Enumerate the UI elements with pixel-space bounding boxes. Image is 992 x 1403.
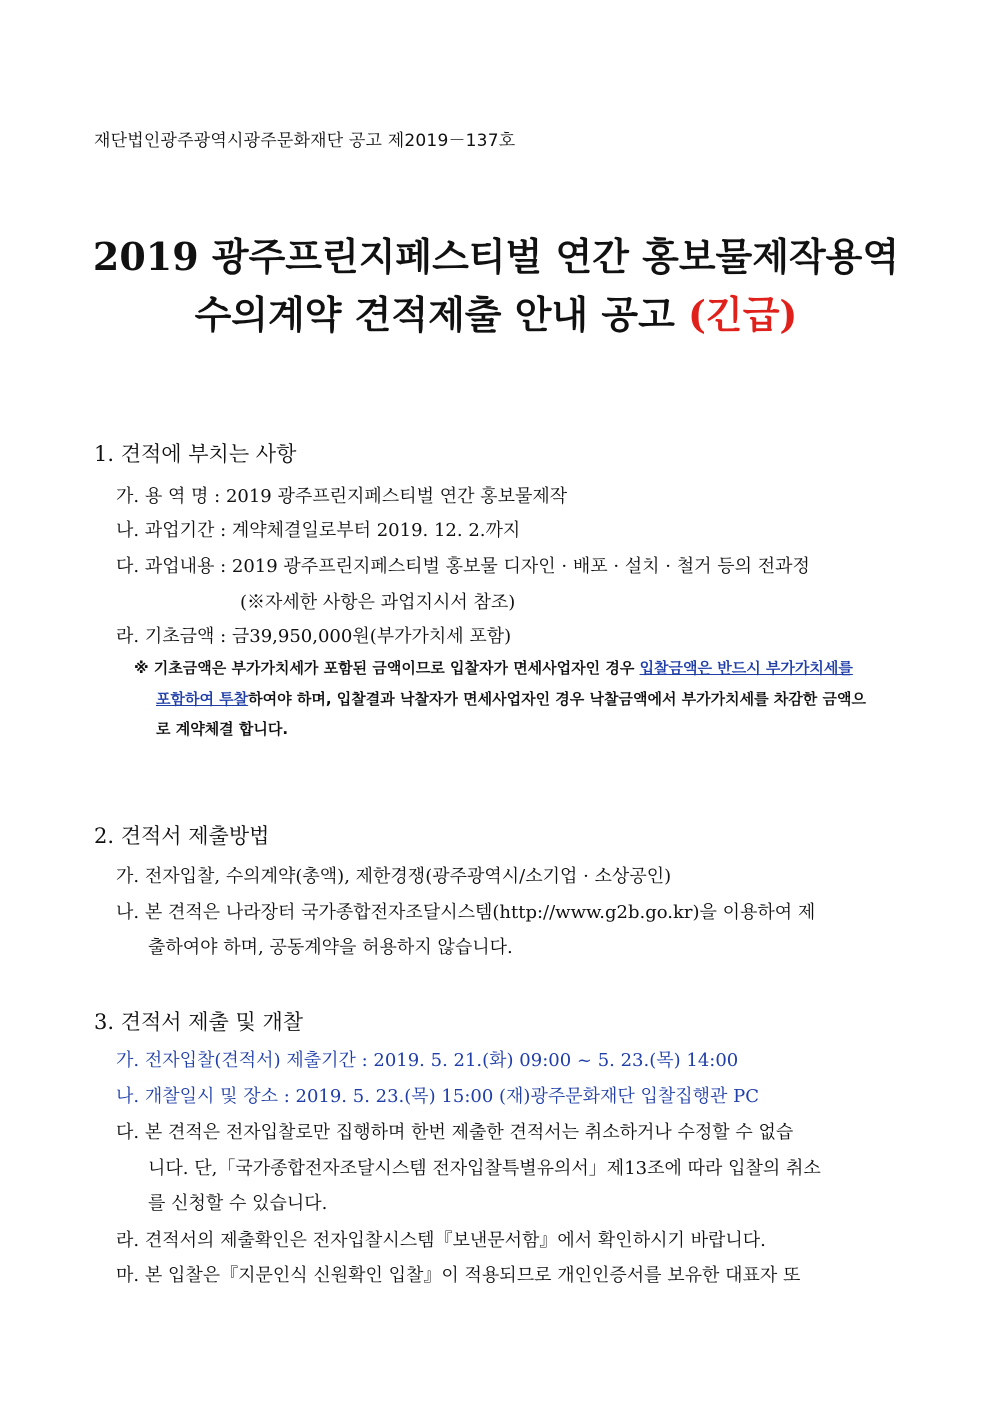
section-1-item: 라. 기초금액 : 금39,950,000원(부가가치세 포함) <box>116 626 512 647</box>
title-line-2 <box>0 286 992 344</box>
section-2-heading: 2. 견적서 제출방법 <box>94 824 270 848</box>
vat-note-text: 하여야 하며, 입찰결과 낙찰자가 면세사업자인 경우 낙찰금액에서 부가가치세를 차감한 금액으 <box>248 690 866 708</box>
section-3-item: 나. 개찰일시 및 장소 : 2019. 5. 23.(목) 15:00 (재)광주문화재단 입찰집행관 PC <box>116 1086 760 1107</box>
page-title <box>0 228 992 344</box>
section-3-item: 를 신청할 수 있습니다. <box>148 1193 328 1214</box>
section-3-item: 라. 견적서의 제출확인은 전자입찰시스템『보낸문서함』에서 확인하시기 바랍니다. <box>116 1230 766 1251</box>
urgent-label: (긴급) <box>688 292 798 337</box>
title-line-2-text: 수의계약 견적제출 안내 공고 <box>194 292 689 337</box>
section-1-item: (※자세한 사항은 과업지시서 참조) <box>240 592 516 613</box>
vat-note-line-1 <box>134 657 853 678</box>
notice-number: 재단법인광주광역시광주문화재단 공고 제2019－137호 <box>94 131 516 151</box>
section-1-item: 나. 과업기간 : 계약체결일로부터 2019. 12. 2.까지 <box>116 520 521 541</box>
section-2-item: 출하여야 하며, 공동계약을 허용하지 않습니다. <box>148 937 513 958</box>
section-3-item: 다. 본 견적은 전자입찰로만 집행하며 한번 제출한 견적서는 취소하거나 수정할 수 없습 <box>116 1122 794 1143</box>
section-2-item: 가. 전자입찰, 수의계약(총액), 제한경쟁(광주광역시/소기업 · 소상공인) <box>116 866 672 887</box>
section-1-item: 다. 과업내용 : 2019 광주프린지페스티벌 홍보물 디자인 · 배포 · 설치 · 철거 등의 전과정 <box>116 556 810 577</box>
section-1-item: 가. 용 역 명 : 2019 광주프린지페스티벌 연간 홍보물제작 <box>116 486 568 507</box>
section-2-item: 나. 본 견적은 나라장터 국가종합전자조달시스템(http://www.g2b.go.kr)을 이용하여 제 <box>116 902 816 923</box>
vat-note-text: ※ 기초금액은 부가가치세가 포함된 금액이므로 입찰자가 면세사업자인 경우 <box>134 659 640 677</box>
vat-note-emphasis: 입찰금액은 반드시 부가가치세를 <box>639 659 853 677</box>
vat-note-emphasis: 포함하여 투찰 <box>156 690 249 708</box>
section-3-item: 니다. 단,「국가종합전자조달시스템 전자입찰특별유의서」제13조에 따라 입찰의 취소 <box>148 1158 821 1179</box>
vat-note-line-2 <box>156 688 866 709</box>
vat-note-line-3: 로 계약체결 합니다. <box>156 720 289 738</box>
section-1-heading: 1. 견적에 부치는 사항 <box>94 442 297 466</box>
title-line-1: 2019 광주프린지페스티벌 연간 홍보물제작용역 <box>92 234 900 279</box>
section-3-item: 가. 전자입찰(견적서) 제출기간 : 2019. 5. 21.(화) 09:00 ~ 5. 23.(목) 14:00 <box>116 1050 739 1071</box>
section-3-item: 마. 본 입찰은『지문인식 신원확인 입찰』이 적용되므로 개인인증서를 보유한 대표자 또 <box>116 1265 801 1286</box>
section-3-heading: 3. 견적서 제출 및 개찰 <box>94 1010 304 1034</box>
